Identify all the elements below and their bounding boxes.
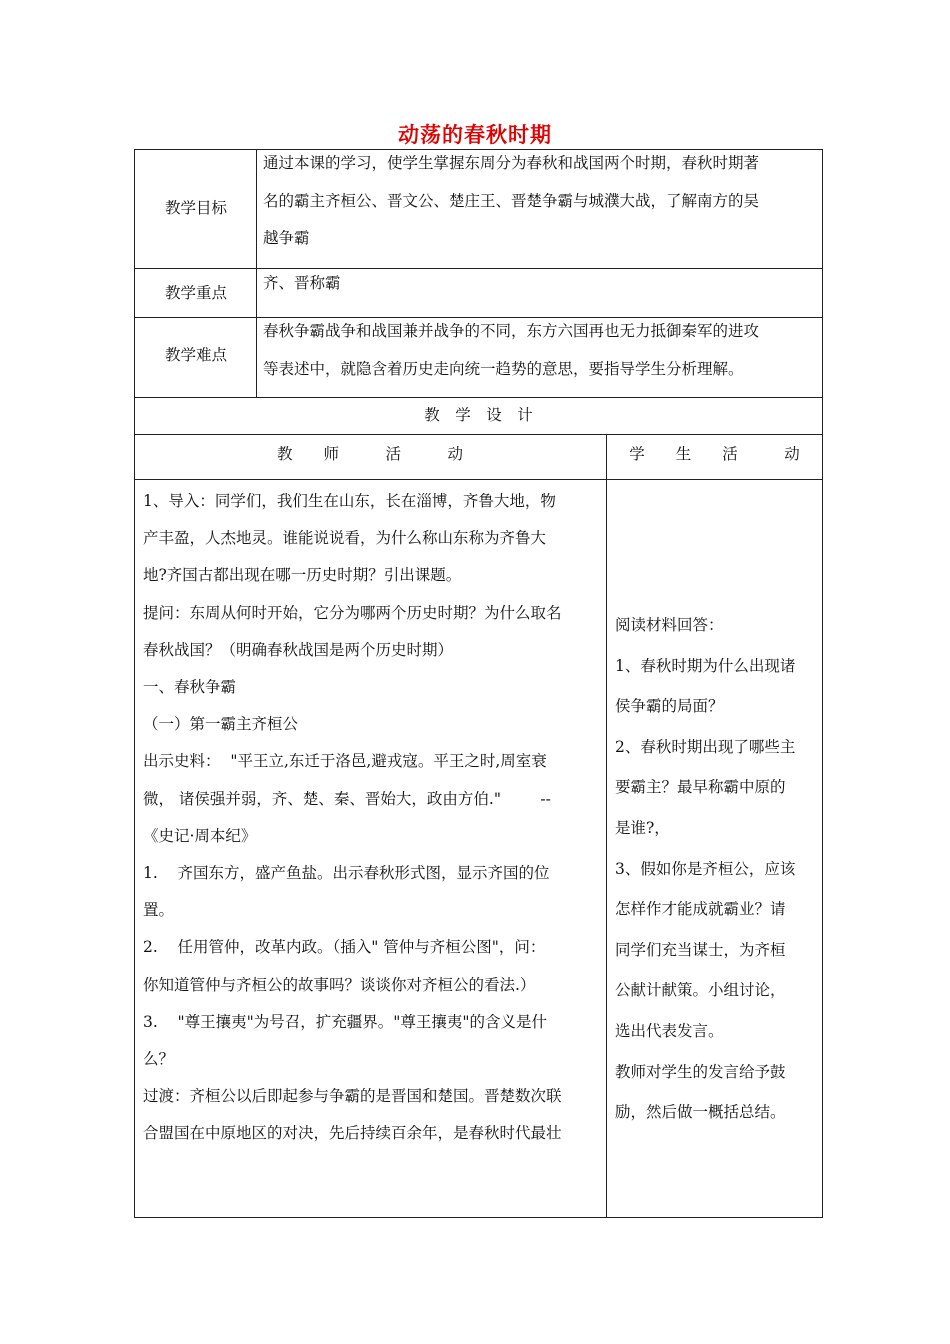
- table-border-bottom: [134, 1217, 823, 1218]
- goal-content: [263, 146, 819, 257]
- goal-label: 教学目标: [164, 199, 227, 217]
- teacher-activity-header: 教 师 活 动: [276, 445, 463, 463]
- student-activity-line: 2、春秋时期出现了哪些主: [615, 737, 796, 756]
- goal-line: 通过本课的学习，使学生掌握东周分为春秋和战国两个时期，春秋时期著: [263, 154, 760, 172]
- teacher-activity-line: 《史记·周本纪》: [143, 826, 257, 845]
- teacher-activity-line: 置。: [143, 901, 175, 920]
- student-activity-line: 要霸主？最早称霸中原的: [615, 778, 786, 797]
- teacher-activity-line: 合盟国在中原地区的对决，先后持续百余年，是春秋时代最壮: [143, 1124, 562, 1143]
- teacher-activity-line: 1. 齐国东方，盛产鱼盐。出示春秋形式图，显示齐国的位: [143, 864, 550, 883]
- student-activity-line: 选出代表发言。: [615, 1021, 724, 1040]
- student-activity-line: 1、春秋时期为什么出现诸: [615, 656, 796, 675]
- student-activity-line: 教师对学生的发言给予鼓: [615, 1062, 786, 1081]
- teacher-activity-line: 2. 任用管仲，改革内政。（插入" 管仲与齐桓公图"，问：: [143, 938, 546, 957]
- student-activity-line: 怎样作才能成就霸业？请: [615, 900, 786, 919]
- teacher-activity-line: 过渡：齐桓公以后即起参与争霸的是晋国和楚国。晋楚数次联: [143, 1087, 562, 1106]
- student-activity-line: 阅读材料回答：: [615, 616, 724, 634]
- difficulty-line: 等表述中，就隐含着历史走向统一趋势的意思，要指导学生分析理解。: [263, 359, 744, 378]
- row-divider: [134, 479, 823, 480]
- teacher-activity-line: 地?齐国古都出现在哪一历史时期？引出课题。: [143, 566, 462, 585]
- teacher-activity-line: 1、导入：同学们，我们生在山东，长在淄博，齐鲁大地，物: [143, 492, 556, 510]
- teacher-activity-line: 提问：东周从何时开始，它分为哪两个历史时期？为什么取名: [143, 603, 562, 622]
- design-header: 教 学 设 计: [424, 406, 533, 424]
- activity-column-divider: [606, 434, 607, 1218]
- key-point-label: 教学重点: [164, 284, 227, 302]
- document-title: 动荡的春秋时期: [398, 123, 552, 147]
- teacher-activity-line: 一、春秋争霸: [143, 678, 237, 697]
- teacher-activity-line: 春秋战国？（明确春秋战国是两个历史时期）: [143, 640, 454, 659]
- row-divider: [134, 434, 823, 435]
- student-activity-line: 同学们充当谋士，为齐桓: [615, 940, 786, 959]
- student-activity-header: 学 生 活 动: [629, 445, 800, 463]
- difficulty-line: 春秋争霸战争和战国兼并战争的不同，东方六国再也无力抵御秦军的进攻: [263, 322, 760, 340]
- teacher-activity-line: 么？: [143, 1050, 175, 1069]
- table-border-left: [134, 149, 135, 1218]
- goal-line: 越争霸: [263, 229, 310, 247]
- student-activity-line: 公献计献策。小组讨论，: [615, 981, 786, 1000]
- student-activity-line: 是谁?，: [615, 818, 670, 837]
- student-activity-line: 励，然后做一概括总结。: [615, 1103, 786, 1122]
- teacher-activity-line: 出示史料： "平王立,东迁于洛邑,避戎寇。平王之时,周室衰: [143, 752, 547, 771]
- teacher-activity-line: 3. "尊王攘夷"为号召，扩充疆界。"尊王攘夷"的含义是什: [143, 1012, 548, 1031]
- teacher-activity-content: [143, 483, 603, 1153]
- difficulty-content: [263, 314, 819, 387]
- difficulty-label: 教学难点: [164, 346, 227, 364]
- student-activity-line: 3、假如你是齐桓公，应该: [615, 859, 796, 878]
- teacher-activity-line: 微， 诸侯强并弱，齐、楚、秦、晋始大，政由方伯." --: [143, 789, 551, 808]
- student-activity-line: 侯争霸的局面？: [615, 697, 724, 716]
- table-border-right: [822, 149, 823, 1218]
- goal-line: 名的霸主齐桓公、晋文公、楚庄王、晋楚争霸与城濮大战，了解南方的吴: [263, 191, 760, 210]
- key-point-content: 齐、晋称霸: [263, 274, 341, 292]
- teacher-activity-line: 产丰盈，人杰地灵。谁能说说看，为什么称山东称为齐鲁大: [143, 529, 547, 548]
- teacher-activity-line: （一）第一霸主齐桓公: [143, 715, 299, 734]
- student-activity-content: [615, 605, 820, 1133]
- teacher-activity-line: 你知道管仲与齐桓公的故事吗？谈谈你对齐桓公的看法.）: [143, 975, 536, 994]
